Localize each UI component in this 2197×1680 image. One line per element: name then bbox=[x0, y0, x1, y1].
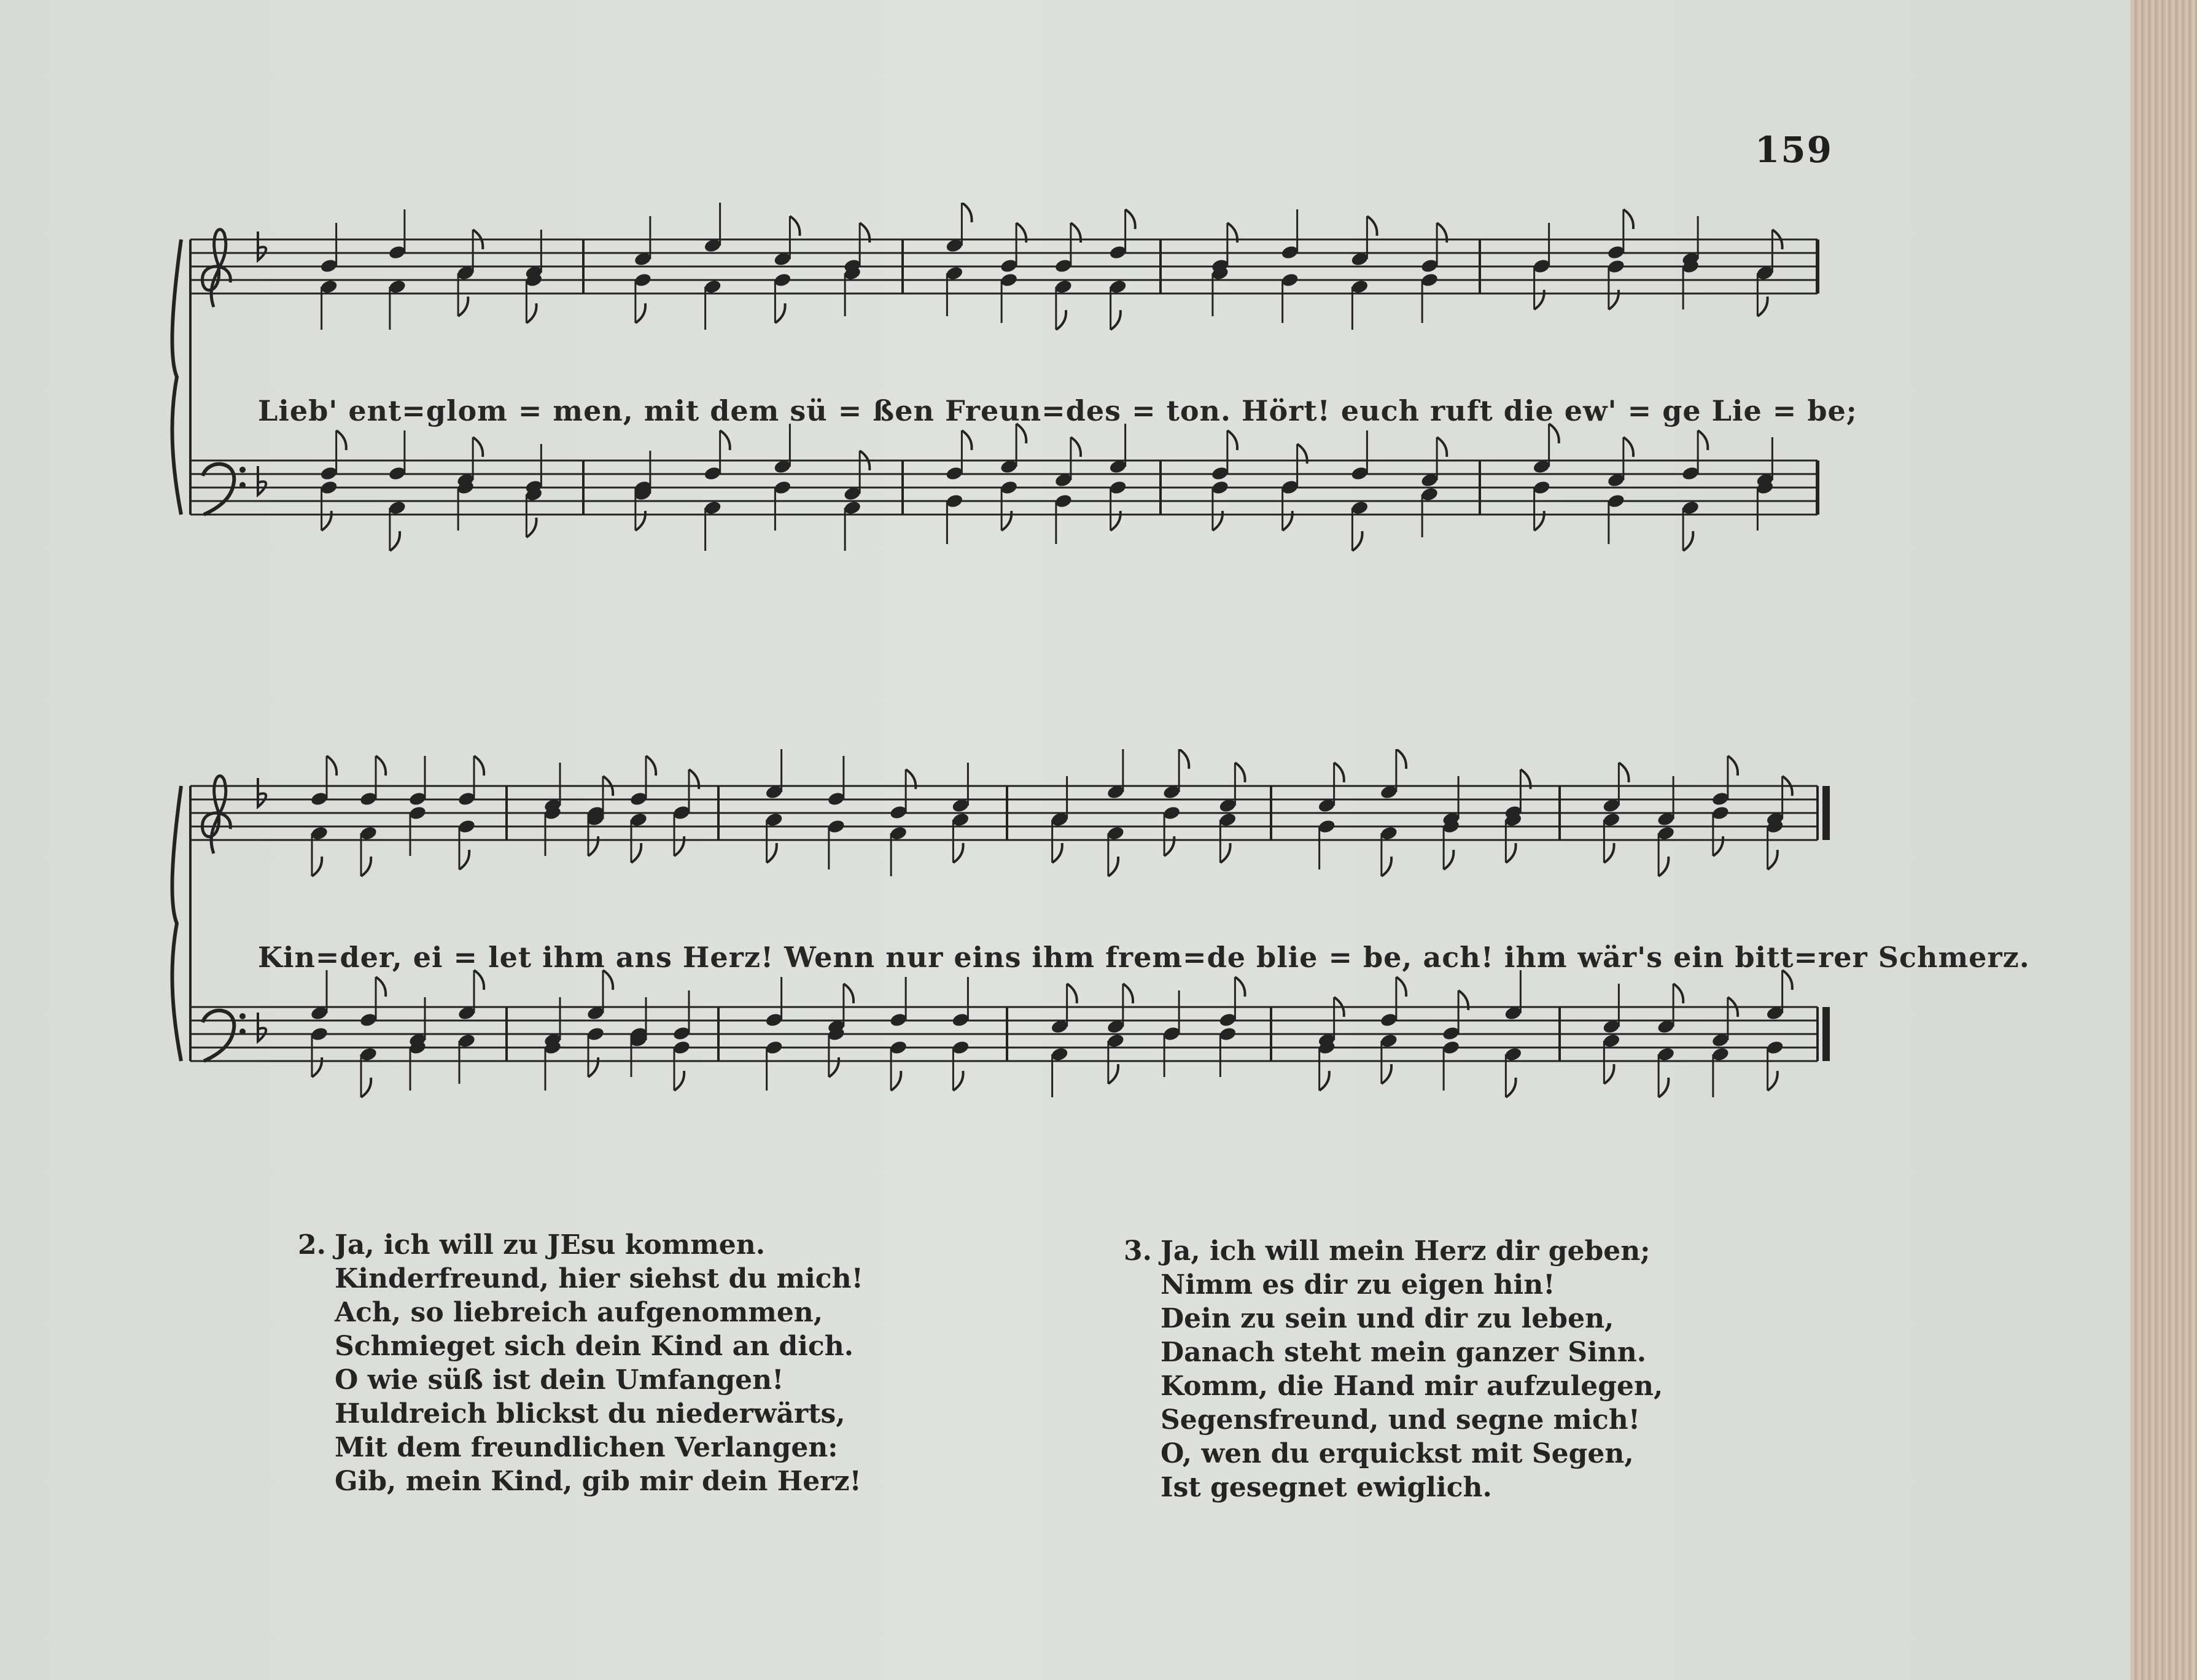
note-flag bbox=[1604, 1064, 1614, 1084]
verse-3 bbox=[1124, 1234, 1663, 1504]
flat-icon bbox=[258, 231, 266, 260]
verse-number: 2. bbox=[298, 1229, 326, 1261]
note-flag bbox=[1673, 984, 1683, 1003]
music-system-1 bbox=[166, 203, 1857, 632]
note-flag bbox=[844, 984, 854, 1003]
note-flag bbox=[962, 203, 971, 222]
note-flag bbox=[953, 843, 963, 863]
verse-line: Schmieget sich dein Kind an dich. bbox=[335, 1331, 854, 1362]
note-flag bbox=[1604, 843, 1614, 863]
note-flag bbox=[1382, 857, 1391, 876]
note-flag bbox=[336, 430, 346, 450]
note-flag bbox=[327, 756, 336, 776]
note-flag bbox=[376, 756, 386, 776]
note-flag bbox=[1757, 297, 1767, 316]
note-flag bbox=[312, 857, 322, 876]
note-flag bbox=[1126, 209, 1135, 229]
verse-line: Gib, mein Kind, gib mir dein Herz! bbox=[335, 1466, 861, 1497]
note-flag bbox=[1683, 531, 1693, 551]
bass-clef-dot bbox=[239, 467, 246, 473]
note-flag bbox=[1123, 984, 1133, 1003]
note-flag bbox=[1320, 1071, 1329, 1091]
flat-icon bbox=[258, 778, 266, 807]
verse-2 bbox=[298, 1228, 863, 1498]
note-flag bbox=[459, 850, 469, 869]
note-flag bbox=[1227, 430, 1237, 450]
note-flag bbox=[1619, 763, 1628, 782]
note-flag bbox=[473, 437, 483, 457]
verse-line: Danach steht mein ganzer Sinn. bbox=[1161, 1337, 1647, 1368]
note-flag bbox=[1658, 857, 1668, 876]
note-flag bbox=[1506, 1078, 1515, 1097]
lyrics-line-2: Kin=der, ei = let ihm ans Herz! Wenn nur eins ihm frem=de blie = be, ach! ihm wär's ein bitt=rer Schmerz. bbox=[258, 941, 2030, 974]
verse-line: Dein zu sein und dir zu leben, bbox=[1161, 1303, 1614, 1334]
note-flag bbox=[1768, 850, 1778, 869]
note-flag bbox=[790, 216, 799, 236]
lyrics-line-1: Lieb' ent=glom = men, mit dem sü = ßen Freun=des = ton. Hört! euch ruft die ew' = ge Lie = be; bbox=[258, 394, 1857, 427]
music-system-2 bbox=[166, 749, 2030, 1179]
note-flag bbox=[636, 303, 645, 323]
page-number: 159 bbox=[1754, 129, 1833, 171]
book-page-edges bbox=[2131, 0, 2197, 1680]
note-flag bbox=[1444, 850, 1453, 869]
note-flag bbox=[1658, 1078, 1668, 1097]
verse-line: Huldreich blickst du niederwärts, bbox=[335, 1398, 846, 1429]
brace bbox=[172, 786, 181, 1061]
note-flag bbox=[1067, 984, 1077, 1003]
note-flag bbox=[1768, 1071, 1778, 1091]
verse-number: 3. bbox=[1124, 1235, 1152, 1267]
note-flag bbox=[361, 1078, 371, 1097]
note-flag bbox=[1052, 843, 1062, 863]
note-flag bbox=[962, 430, 971, 450]
note-flag bbox=[1698, 430, 1708, 450]
bass-clef-dot bbox=[239, 482, 246, 488]
note-flag bbox=[1382, 1064, 1391, 1084]
note-flag bbox=[720, 430, 730, 450]
verse-line: Segensfreund, und segne mich! bbox=[1161, 1404, 1641, 1436]
verse-line: O wie süß ist dein Umfangen! bbox=[335, 1364, 784, 1396]
note-flag bbox=[1334, 763, 1344, 782]
note-flag bbox=[1179, 749, 1189, 769]
note-flag bbox=[526, 303, 536, 323]
note-flag bbox=[767, 843, 777, 863]
verse-line: Komm, die Hand mir aufzulegen, bbox=[1161, 1371, 1663, 1402]
verse-line: Ach, so liebreich aufgenommen, bbox=[335, 1297, 823, 1328]
note-flag bbox=[1396, 749, 1406, 769]
brace bbox=[172, 239, 181, 515]
bass-clef-dot bbox=[239, 1029, 246, 1035]
note-flag bbox=[775, 303, 785, 323]
note-flag bbox=[361, 857, 371, 876]
note-flag bbox=[1235, 763, 1245, 782]
flat-icon bbox=[258, 466, 266, 495]
bass-clef-dot bbox=[239, 1013, 246, 1019]
note-flag bbox=[1352, 531, 1362, 551]
flat-icon bbox=[258, 1013, 266, 1041]
final-barline bbox=[1822, 786, 1830, 840]
note-flag bbox=[1437, 437, 1447, 457]
verse-line: O, wen du erquickst mit Segen, bbox=[1161, 1438, 1634, 1469]
note-flag bbox=[1108, 857, 1118, 876]
verse-line: Ja, ich will mein Herz dir geben; bbox=[1161, 1235, 1651, 1267]
verse-line: Nimm es dir zu eigen hin! bbox=[1161, 1269, 1555, 1301]
note-flag bbox=[1396, 977, 1406, 997]
verse-line: Ja, ich will zu JEsu kommen. bbox=[335, 1229, 766, 1261]
note-flag bbox=[1623, 437, 1633, 457]
note-flag bbox=[1108, 1064, 1118, 1084]
note-flag bbox=[1623, 209, 1633, 229]
verse-line: Ist gesegnet ewiglich. bbox=[1161, 1472, 1492, 1503]
note-flag bbox=[458, 297, 468, 316]
note-flag bbox=[1506, 843, 1515, 863]
final-barline bbox=[1822, 1007, 1830, 1061]
note-flag bbox=[1728, 756, 1738, 776]
note-flag bbox=[891, 1071, 901, 1091]
note-flag bbox=[1235, 977, 1245, 997]
note-flag bbox=[631, 843, 641, 863]
note-flag bbox=[474, 756, 484, 776]
note-flag bbox=[674, 1071, 684, 1091]
verse-line: Kinderfreund, hier siehst du mich! bbox=[335, 1263, 863, 1294]
note-flag bbox=[1111, 310, 1121, 330]
note-flag bbox=[953, 1071, 963, 1091]
note-flag bbox=[1056, 310, 1066, 330]
bass-clef-icon bbox=[203, 464, 234, 515]
note-flag bbox=[1220, 843, 1230, 863]
note-flag bbox=[526, 518, 536, 537]
note-flag bbox=[390, 531, 400, 551]
note-flag bbox=[646, 756, 656, 776]
treble-clef-icon bbox=[203, 230, 231, 307]
note-flag bbox=[1367, 216, 1377, 236]
bass-clef-icon bbox=[203, 1011, 234, 1061]
note-flag bbox=[376, 977, 386, 997]
note-flag bbox=[1071, 437, 1081, 457]
treble-clef-icon bbox=[203, 776, 231, 854]
verse-line: Mit dem freundlichen Verlangen: bbox=[335, 1432, 838, 1463]
